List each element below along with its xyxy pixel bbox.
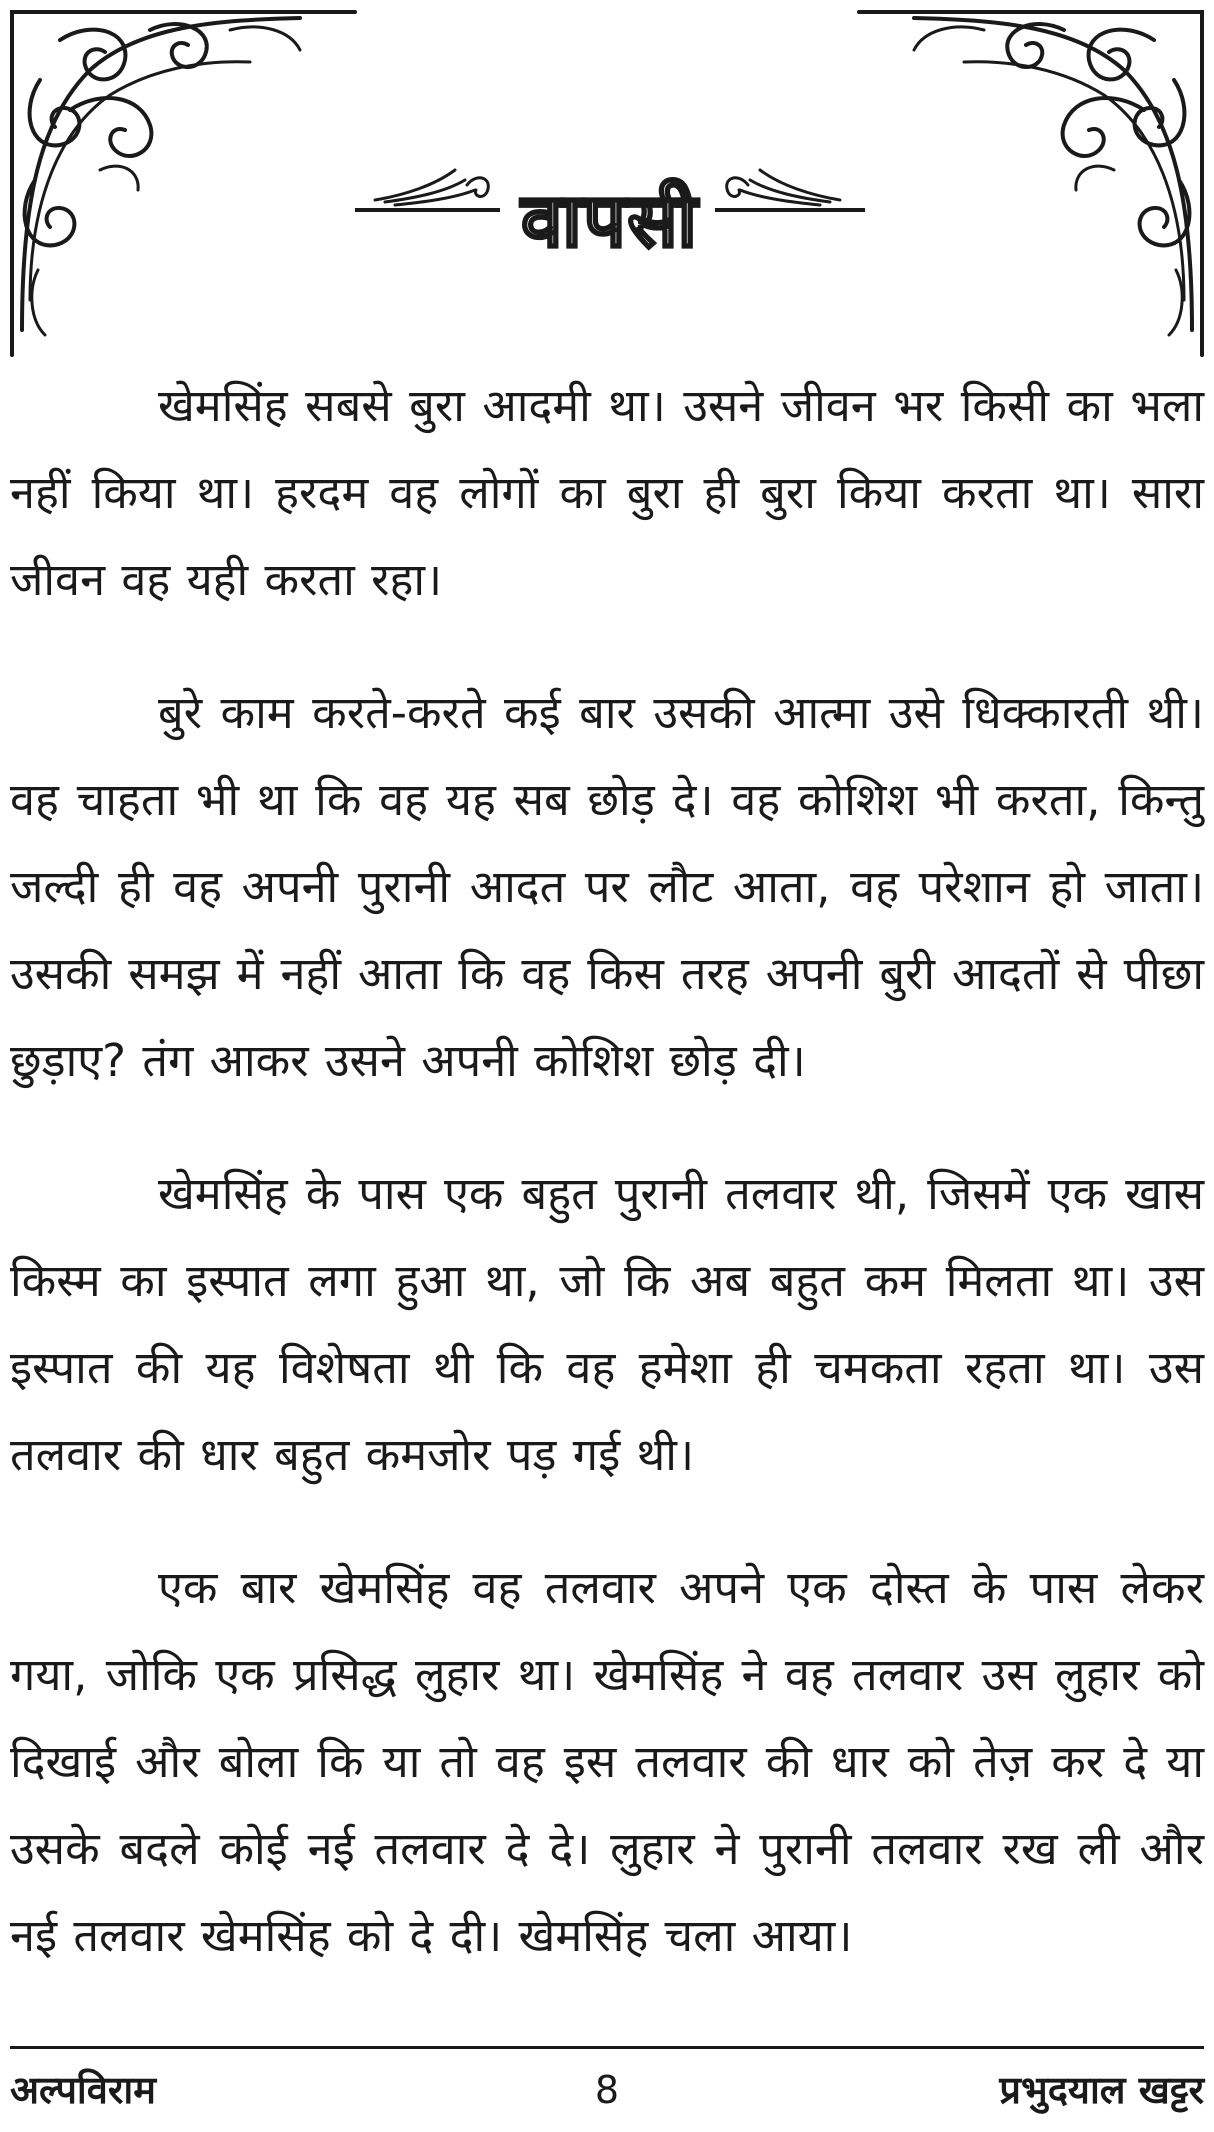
title-flourish-right	[720, 150, 860, 210]
page-footer	[10, 2060, 1204, 2120]
title-rule-right	[715, 208, 865, 212]
book-title: अल्पविराम	[10, 2068, 156, 2112]
page-number: 8	[594, 2068, 620, 2112]
title-rule-left	[355, 208, 500, 212]
paragraph: एक बार खेमसिंह वह तलवार अपने एक दोस्त के पास लेकर गया, जोकि एक प्रसिद्ध लुहार था। खेमसिंह ने वह तलवार उस लुहार को दिखाई और बोला कि या तो वह इस तलवार की धार को तेज़ कर दे या उसके बदले कोई नई तलवार दे दे। लुहार ने पुरानी तलवार रख ली और नई तलवार खेमसिंह को दे दी। खेमसिंह चला आया।	[10, 1561, 1204, 1962]
story-body	[10, 362, 1204, 2025]
corner-ornament-left	[0, 0, 360, 360]
paragraph: खेमसिंह सबसे बुरा आदमी था। उसने जीवन भर किसी का भला नहीं किया था। हरदम वह लोगों का बुरा ही बुरा किया करता था। सारा जीवन वह यही करता रहा।	[10, 379, 1204, 606]
corner-ornament-right	[854, 0, 1214, 360]
title-flourish-left	[355, 150, 495, 210]
paragraph: खेमसिंह के पास एक बहुत पुरानी तलवार थी, जिसमें एक खास किस्म का इस्पात लगा हुआ था, जो कि अब बहुत कम मिलता था। उस इस्पात की यह विशेषता थी कि वह हमेशा ही चमकता रहता था। उस तलवार की धार बहुत कमजोर पड़ गई थी।	[10, 1167, 1204, 1481]
author-name: प्रभुदयाल खट्टर	[999, 2068, 1204, 2112]
footer-divider	[10, 2046, 1204, 2049]
paragraph: बुरे काम करते-करते कई बार उसकी आत्मा उसे धिक्कारती थी। वह चाहता भी था कि वह यह सब छोड़ दे। वह कोशिश भी करता, किन्तु जल्दी ही वह अपनी पुरानी आदत पर लौट आता, वह परेशान हो जाता। उसकी समझ में नहीं आता कि वह किस तरह अपनी बुरी आदतों से पीछा छुड़ाए? तंग आकर उसने अपनी कोशिश छोड़ दी।	[10, 686, 1204, 1087]
chapter-title: वापसी	[521, 177, 699, 264]
